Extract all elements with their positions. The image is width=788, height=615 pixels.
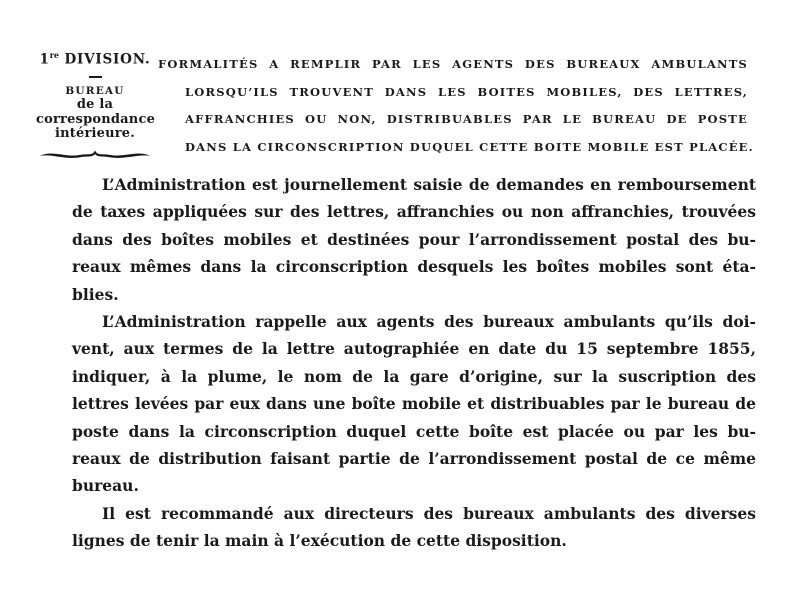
text-line: L’Administration est journellement saisie de demandes en remboursement xyxy=(102,175,756,194)
paragraph-1 xyxy=(72,171,756,308)
paragraph-2 xyxy=(72,308,756,500)
text-line: reaux mêmes dans la circonscription desquels les boîtes mobiles sont éta- xyxy=(72,257,756,277)
division-title xyxy=(36,50,154,68)
division-word: DIVISION. xyxy=(64,51,151,68)
text-line: L’Administration rappelle aux agents des bureaux ambulants qu’ils doi- xyxy=(102,311,756,331)
division-block xyxy=(36,50,154,160)
text-line: Il est recommandé aux directeurs des bureaux ambulants des diverses xyxy=(102,503,756,523)
bureau-line: de la xyxy=(76,97,114,112)
text-line: blies. xyxy=(72,284,119,304)
heading-line: AFFRANCHIES OU NON, DISTRIBUABLES PAR LE BUREAU DE POSTE xyxy=(185,112,748,126)
circular-heading xyxy=(158,51,754,161)
text-line: lettres levées par eux dans une boîte mobile et distribuables par le bureau de xyxy=(72,394,756,414)
text-line: dans des boîtes mobiles et destinées pour l’arrondissement postal des bu- xyxy=(72,229,756,249)
text-line: vent, aux termes de la lettre autographiée en date du 15 septembre 1855, xyxy=(72,339,756,359)
text-line: poste dans la circonscription duquel cette boîte est placée ou par les bu- xyxy=(72,421,756,441)
bureau-label: BUREAU xyxy=(65,85,125,97)
text-line: reaux de distribution faisant partie de l’arrondissement postal de ce même xyxy=(72,448,756,468)
division-rule xyxy=(89,76,102,79)
text-line: indiquer, à la plume, le nom de la gare d’origine, sur la suscription des xyxy=(72,366,756,386)
flourish-ornament-icon xyxy=(39,147,151,160)
paragraph-3 xyxy=(72,500,756,555)
text-line: lignes de tenir la main à l’exécution de cette disposition. xyxy=(72,531,567,551)
heading-line: DANS LA CIRCONSCRIPTION DUQUEL CETTE BOITE MOBILE EST PLACÉE. xyxy=(185,139,754,154)
heading-line: FORMALITÉS A REMPLIR PAR LES AGENTS DES BUREAUX AMBULANTS xyxy=(158,57,748,71)
text-line: de taxes appliquées sur des lettres, affranchies ou non affranchies, trouvées xyxy=(72,202,756,222)
division-number: 1 xyxy=(39,51,50,68)
text-line: bureau. xyxy=(72,476,139,496)
bureau-line: correspondance xyxy=(36,111,156,127)
bureau-line: intérieure. xyxy=(54,126,136,141)
division-ordinal: re xyxy=(49,50,59,60)
circular-body xyxy=(72,171,756,554)
heading-line: LORSQU’ILS TROUVENT DANS LES BOITES MOBILES, DES LETTRES, xyxy=(185,84,748,99)
